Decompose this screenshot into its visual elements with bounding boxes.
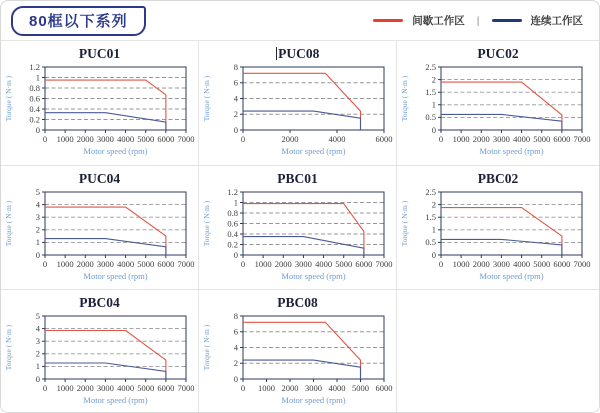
x-tick-label: 0 xyxy=(438,259,444,269)
y-tick-label: 0 xyxy=(431,249,436,260)
y-tick-label: 8 xyxy=(233,62,238,72)
legend-label-continuous: 连续工作区 xyxy=(530,15,583,27)
chart-title-text: PBC08 xyxy=(277,295,318,310)
y-tick-label: 1 xyxy=(35,72,40,83)
x-tick-label: 3000 xyxy=(294,259,312,269)
y-axis-label: Torque ( N·m ) xyxy=(202,75,211,122)
x-tick-label: 0 xyxy=(240,383,246,393)
x-tick-label: 6000 xyxy=(553,259,571,269)
y-tick-label: 4 xyxy=(35,323,40,334)
legend xyxy=(373,13,583,28)
chart-title xyxy=(1,295,198,311)
chart-title-text: PBC01 xyxy=(277,171,318,186)
x-tick-label: 5000 xyxy=(533,134,551,144)
y-tick-label: 1.5 xyxy=(425,212,436,222)
chart-plot-puc02 xyxy=(397,62,595,164)
x-tick-label: 2000 xyxy=(76,383,94,393)
x-tick-label: 1000 xyxy=(258,383,275,393)
y-tick-label: 0.2 xyxy=(29,114,40,125)
chart-title-text: PBC04 xyxy=(79,295,120,310)
y-tick-label: 0.4 xyxy=(29,103,40,114)
x-tick-label: 2000 xyxy=(281,134,299,144)
y-tick-label: 0.5 xyxy=(425,112,436,123)
chart-cell-pbc02 xyxy=(397,166,599,290)
chart-cell-pbc08 xyxy=(199,290,397,412)
y-axis-label: Torque ( N·m ) xyxy=(4,324,13,371)
y-tick-label: 2 xyxy=(431,199,436,210)
x-tick-label: 3000 xyxy=(96,383,114,393)
y-tick-label: 0 xyxy=(35,249,40,260)
x-tick-label: 2000 xyxy=(472,259,490,269)
x-tick-label: 7000 xyxy=(177,259,195,269)
x-tick-label: 2000 xyxy=(274,259,292,269)
x-tick-label: 1000 xyxy=(452,134,470,144)
x-tick-label: 0 xyxy=(42,259,48,269)
y-tick-label: 1 xyxy=(431,99,436,110)
chart-cell-puc08 xyxy=(199,41,397,166)
continuous-zone-line xyxy=(441,239,562,255)
plot-border xyxy=(45,316,186,379)
x-axis-label: Motor speed (rpm) xyxy=(83,271,148,281)
y-tick-label: 1.5 xyxy=(425,87,436,97)
x-tick-label: 4000 xyxy=(117,383,135,393)
chart-title-text: PBC02 xyxy=(477,171,519,186)
y-tick-label: 2 xyxy=(233,358,238,369)
y-tick-label: 0.5 xyxy=(425,237,436,248)
x-tick-label: 5000 xyxy=(335,259,353,269)
continuous-zone-line xyxy=(243,237,364,255)
y-tick-label: 6 xyxy=(233,77,238,88)
y-tick-label: 5 xyxy=(35,311,40,321)
x-tick-label: 6000 xyxy=(157,383,175,393)
x-tick-label: 5000 xyxy=(137,134,155,144)
x-tick-label: 3000 xyxy=(492,134,510,144)
y-axis-label: Torque ( N·m ) xyxy=(202,324,211,371)
y-tick-label: 5 xyxy=(35,187,40,197)
legend-label-intermittent: 间歇工作区 xyxy=(412,15,465,27)
intermittent-zone-line xyxy=(243,322,361,379)
x-tick-label: 4000 xyxy=(328,134,346,144)
chart-title xyxy=(397,171,599,187)
intermittent-line-swatch xyxy=(373,19,403,22)
y-tick-label: 0 xyxy=(233,249,238,260)
x-tick-label: 7000 xyxy=(573,134,591,144)
y-tick-label: 1 xyxy=(35,361,40,372)
x-tick-label: 1000 xyxy=(254,259,272,269)
x-tick-label: 4000 xyxy=(315,259,333,269)
y-tick-label: 1.2 xyxy=(29,62,40,72)
x-tick-label: 3000 xyxy=(305,383,322,393)
chart-plot-puc08 xyxy=(199,62,397,164)
continuous-zone-line xyxy=(441,114,562,130)
x-tick-label: 4000 xyxy=(328,383,346,393)
y-tick-label: 2.5 xyxy=(425,187,436,197)
chart-title xyxy=(397,46,599,62)
y-tick-label: 0.6 xyxy=(29,93,40,104)
x-axis-label: Motor speed (rpm) xyxy=(479,146,544,156)
x-tick-label: 1000 xyxy=(56,383,74,393)
x-axis-label: Motor speed (rpm) xyxy=(281,271,346,281)
x-tick-label: 7000 xyxy=(177,134,195,144)
chart-title-text: PUC04 xyxy=(78,171,121,186)
chart-plot-puc04 xyxy=(1,187,199,289)
intermittent-zone-line xyxy=(441,208,562,255)
x-tick-label: 3000 xyxy=(96,134,114,144)
chart-title xyxy=(1,171,198,187)
x-tick-label: 5000 xyxy=(137,259,155,269)
x-tick-label: 2000 xyxy=(472,134,490,144)
x-tick-label: 0 xyxy=(240,134,246,144)
intermittent-zone-line xyxy=(243,73,361,130)
chart-cell-puc04 xyxy=(1,166,199,290)
y-axis-label: Torque ( N·m ) xyxy=(400,75,409,122)
continuous-zone-line xyxy=(45,363,166,379)
x-tick-label: 7000 xyxy=(177,383,195,393)
x-tick-label: 6000 xyxy=(355,259,373,269)
y-tick-label: 0 xyxy=(35,373,40,384)
charts-grid xyxy=(1,40,599,412)
continuous-zone-line xyxy=(45,113,166,130)
chart-cell-pbc04 xyxy=(1,290,199,412)
y-tick-label: 0 xyxy=(35,124,40,135)
x-tick-label: 5000 xyxy=(533,259,551,269)
chart-plot-pbc04 xyxy=(1,311,199,412)
x-axis-label: Motor speed (rpm) xyxy=(479,271,544,281)
continuous-zone-line xyxy=(45,239,166,255)
y-tick-label: 2 xyxy=(233,109,238,120)
y-tick-label: 0.4 xyxy=(227,228,238,239)
chart-cell-pbc01 xyxy=(199,166,397,290)
y-axis-label: Torque ( N·m ) xyxy=(202,200,211,247)
y-tick-label: 3 xyxy=(35,212,40,222)
intermittent-zone-line xyxy=(441,82,562,130)
y-tick-label: 6 xyxy=(233,326,238,337)
chart-title-text: PUC08 xyxy=(278,46,320,61)
y-tick-label: 3 xyxy=(35,336,40,346)
x-tick-label: 7000 xyxy=(573,259,591,269)
chart-title xyxy=(1,46,198,62)
x-tick-label: 0 xyxy=(240,259,246,269)
legend-separator: | xyxy=(476,14,480,27)
series-title-badge xyxy=(11,6,146,36)
y-axis-label: Torque ( N·m ) xyxy=(4,75,13,122)
chart-title xyxy=(199,46,396,62)
chart-title-text: PUC01 xyxy=(78,46,121,61)
x-tick-label: 2000 xyxy=(281,383,299,393)
x-tick-label: 4000 xyxy=(513,134,531,144)
x-tick-label: 6000 xyxy=(375,134,393,144)
chart-plot-pbc02 xyxy=(397,187,595,289)
y-tick-label: 0 xyxy=(233,373,238,384)
x-tick-label: 1000 xyxy=(56,259,74,269)
text-cursor xyxy=(276,47,278,60)
x-axis-label: Motor speed (rpm) xyxy=(281,146,346,156)
x-tick-label: 3000 xyxy=(492,259,510,269)
y-tick-label: 2 xyxy=(35,224,40,235)
y-tick-label: 0.8 xyxy=(29,82,40,93)
empty-cell xyxy=(397,290,599,412)
y-tick-label: 0 xyxy=(233,124,238,135)
x-tick-label: 6000 xyxy=(157,134,175,144)
chart-title xyxy=(199,171,396,187)
y-tick-label: 0.6 xyxy=(227,218,238,229)
y-tick-label: 2 xyxy=(35,348,40,359)
y-axis-label: Torque ( N·m ) xyxy=(4,200,13,247)
x-tick-label: 4000 xyxy=(117,134,135,144)
intermittent-zone-line xyxy=(45,207,166,255)
x-tick-label: 4000 xyxy=(117,259,135,269)
chart-title-text: PUC02 xyxy=(477,46,519,61)
header xyxy=(1,1,599,40)
y-tick-label: 2.5 xyxy=(425,62,436,72)
chart-plot-puc01 xyxy=(1,62,199,164)
plot-border xyxy=(45,192,186,255)
plot-border xyxy=(441,192,582,255)
y-axis-label: Torque ( N·m ) xyxy=(400,200,409,247)
y-tick-label: 1 xyxy=(35,237,40,248)
chart-cell-puc02 xyxy=(397,41,599,166)
x-axis-label: Motor speed (rpm) xyxy=(83,146,148,156)
y-tick-label: 0 xyxy=(431,124,436,135)
continuous-line-swatch xyxy=(492,19,522,22)
x-tick-label: 4000 xyxy=(513,259,531,269)
x-tick-label: 6000 xyxy=(553,134,571,144)
y-tick-label: 2 xyxy=(431,74,436,85)
y-tick-label: 4 xyxy=(233,93,238,104)
x-tick-label: 6000 xyxy=(375,383,393,393)
x-tick-label: 3000 xyxy=(96,259,114,269)
chart-title xyxy=(199,295,396,311)
chart-plot-pbc08 xyxy=(199,311,397,412)
y-tick-label: 0.2 xyxy=(227,239,238,250)
x-tick-label: 0 xyxy=(42,134,48,144)
x-tick-label: 2000 xyxy=(76,134,94,144)
x-tick-label: 0 xyxy=(42,383,48,393)
x-tick-label: 0 xyxy=(438,134,444,144)
y-tick-label: 0.8 xyxy=(227,207,238,218)
x-axis-label: Motor speed (rpm) xyxy=(281,395,346,405)
x-axis-label: Motor speed (rpm) xyxy=(83,395,148,405)
series-title: 80框以下系列 xyxy=(29,12,128,30)
y-tick-label: 1.2 xyxy=(227,187,238,197)
y-tick-label: 1 xyxy=(431,224,436,235)
x-tick-label: 6000 xyxy=(157,259,175,269)
intermittent-zone-line xyxy=(243,204,364,255)
x-tick-label: 1000 xyxy=(452,259,470,269)
y-tick-label: 1 xyxy=(233,197,238,208)
x-tick-label: 5000 xyxy=(352,383,369,393)
chart-cell-puc01 xyxy=(1,41,199,166)
x-tick-label: 1000 xyxy=(56,134,74,144)
x-tick-label: 2000 xyxy=(76,259,94,269)
chart-plot-pbc01 xyxy=(199,187,397,289)
x-tick-label: 5000 xyxy=(137,383,155,393)
y-tick-label: 4 xyxy=(233,342,238,353)
y-tick-label: 4 xyxy=(35,199,40,210)
intermittent-zone-line xyxy=(45,331,166,380)
x-tick-label: 7000 xyxy=(375,259,393,269)
y-tick-label: 8 xyxy=(233,311,238,321)
